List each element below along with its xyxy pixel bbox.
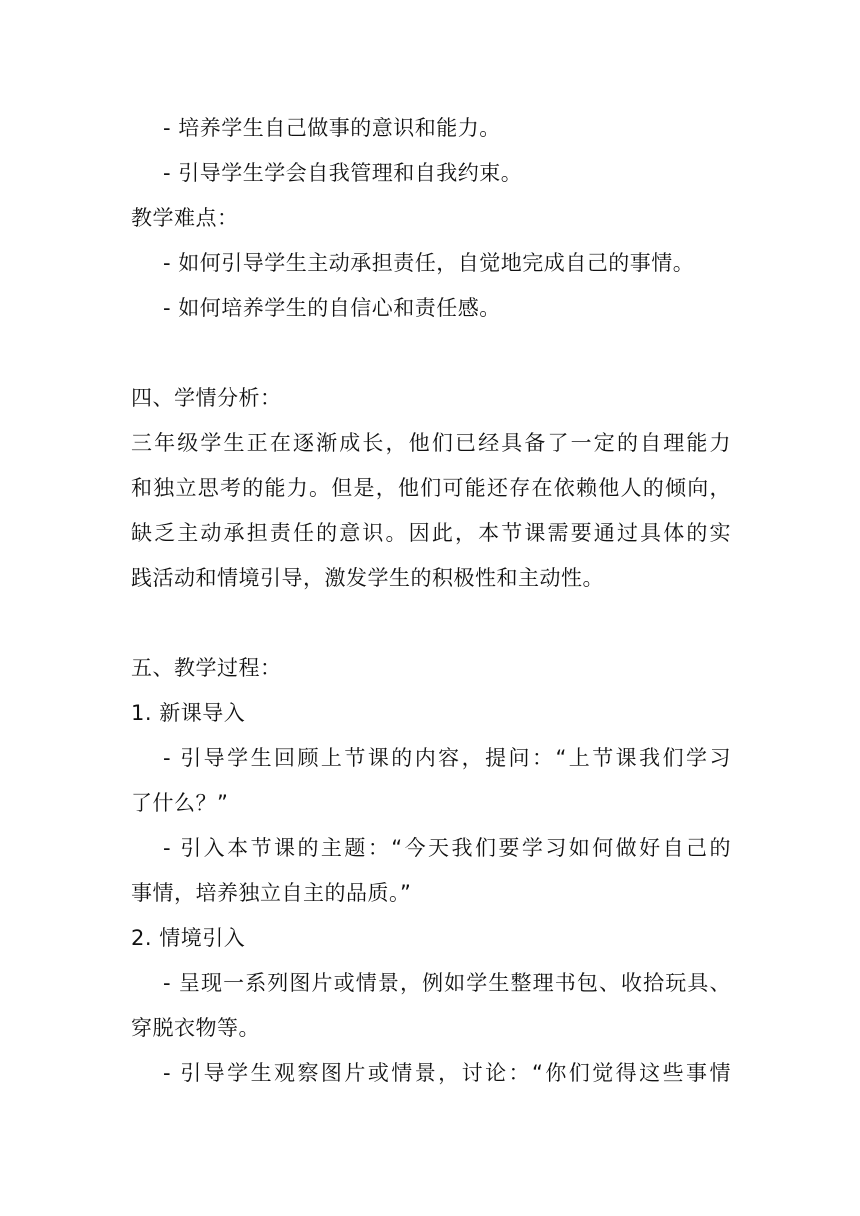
difficulty-item: - 如何引导学生主动承担责任，自觉地完成自己的事情。 — [163, 251, 695, 275]
difficulty-heading: 教学难点： — [131, 206, 239, 230]
step-item: - 引导学生观察图片或情景，讨论：“你们觉得这些事情 — [163, 1061, 731, 1085]
analysis-paragraph-line: 和独立思考的能力。但是，他们可能还存在依赖他人的倾向， — [131, 476, 731, 500]
section-heading-analysis: 四、学情分析： — [131, 386, 282, 410]
analysis-paragraph-line: 践活动和情境引导，激发学生的积极性和主动性。 — [131, 566, 604, 590]
step-heading: 1. 新课导入 — [131, 701, 246, 725]
document-body — [131, 106, 731, 1096]
analysis-paragraph-line: 三年级学生正在逐渐成长，他们已经具备了一定的自理能力 — [131, 431, 731, 455]
goal-item: - 培养学生自己做事的意识和能力。 — [163, 116, 501, 140]
goal-item: - 引导学生学会自我管理和自我约束。 — [163, 161, 523, 185]
step-item: - 引导学生回顾上节课的内容，提问：“上节课我们学习 — [163, 746, 731, 770]
paragraph-spacer — [131, 601, 731, 646]
step-item-continuation: 穿脱衣物等。 — [131, 1016, 260, 1040]
step-heading: 2. 情境引入 — [131, 926, 246, 950]
difficulty-item: - 如何培养学生的自信心和责任感。 — [163, 296, 501, 320]
analysis-paragraph-line: 缺乏主动承担责任的意识。因此，本节课需要通过具体的实 — [131, 521, 731, 545]
paragraph-spacer — [131, 331, 731, 376]
step-item-continuation: 了什么？” — [131, 791, 229, 815]
step-item: - 呈现一系列图片或情景，例如学生整理书包、收拾玩具、 — [163, 971, 731, 995]
step-item-continuation: 事情，培养独立自主的品质。” — [131, 881, 412, 905]
step-item: - 引入本节课的主题：“今天我们要学习如何做好自己的 — [163, 836, 731, 860]
section-heading-process: 五、教学过程： — [131, 656, 282, 680]
